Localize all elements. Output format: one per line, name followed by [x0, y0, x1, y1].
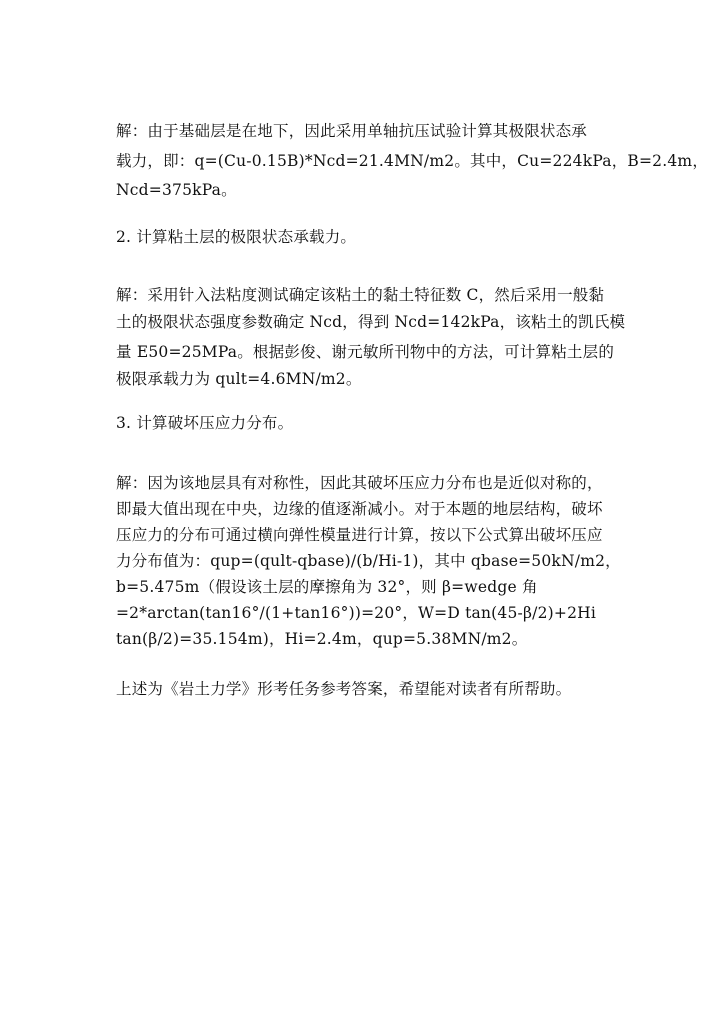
- answer-2-paragraph: [116, 282, 686, 393]
- question-3-text: 3. 计算破坏压应力分布。: [116, 414, 294, 432]
- answer-3-line: =2*arctan(tan16°/(1+tan16°))=20°，W=D tan(45-β/2)+2Hi: [116, 604, 597, 622]
- conclusion-paragraph: [116, 675, 686, 705]
- answer-2-line: 土的极限状态强度参数确定 Ncd，得到 Ncd=142kPa，该粘土的凯氏模: [116, 313, 626, 331]
- answer-2-line: 极限承载力为 qult=4.6MN/m2。: [116, 370, 362, 388]
- answer-1-line: 解：由于基础层是在地下，因此采用单轴抗压试验计算其极限状态承: [116, 122, 588, 140]
- question-3-heading: [116, 409, 686, 439]
- answer-3-line: 压应力的分布可通过横向弹性模量进行计算，按以下公式算出破坏压应: [116, 526, 603, 544]
- answer-2-line: 量 E50=25MPa。根据彭俊、谢元敏所刊物中的方法，可计算粘土层的: [116, 343, 615, 361]
- answer-3-line: tan(β/2)=35.154m)，Hi=2.4m，qup=5.38MN/m2。: [116, 630, 528, 648]
- question-2-heading: [116, 223, 686, 253]
- answer-3-line: 力分布值为：qup=(qult-qbase)/(b/Hi-1)，其中 qbase=50kN/m2，: [116, 552, 621, 570]
- answer-3-line: 解：因为该地层具有对称性，因此其破坏压应力分布也是近似对称的，: [116, 474, 603, 492]
- answer-2-line: 解：采用针入法粘度测试确定该粘土的黏土特征数 C，然后采用一般黏: [116, 286, 605, 304]
- answer-1-paragraph: [116, 117, 709, 206]
- answer-3-line: 即最大值出现在中央，边缘的值逐渐减小。对于本题的地层结构，破坏: [116, 500, 603, 518]
- question-2-text: 2. 计算粘土层的极限状态承载力。: [116, 228, 357, 246]
- answer-3-paragraph: [116, 470, 686, 652]
- answer-1-line: Ncd=375kPa。: [116, 181, 237, 199]
- answer-1-line: 载力，即：q=(Cu-0.15B)*Ncd=21.4MN/m2。其中，Cu=224kPa，B=2.4m，: [116, 151, 709, 170]
- conclusion-text: 上述为《岩土力学》形考任务参考答案，希望能对读者有所帮助。: [116, 680, 572, 698]
- answer-3-line: b=5.475m（假设该土层的摩擦角为 32°，则 β=wedge 角: [116, 578, 538, 596]
